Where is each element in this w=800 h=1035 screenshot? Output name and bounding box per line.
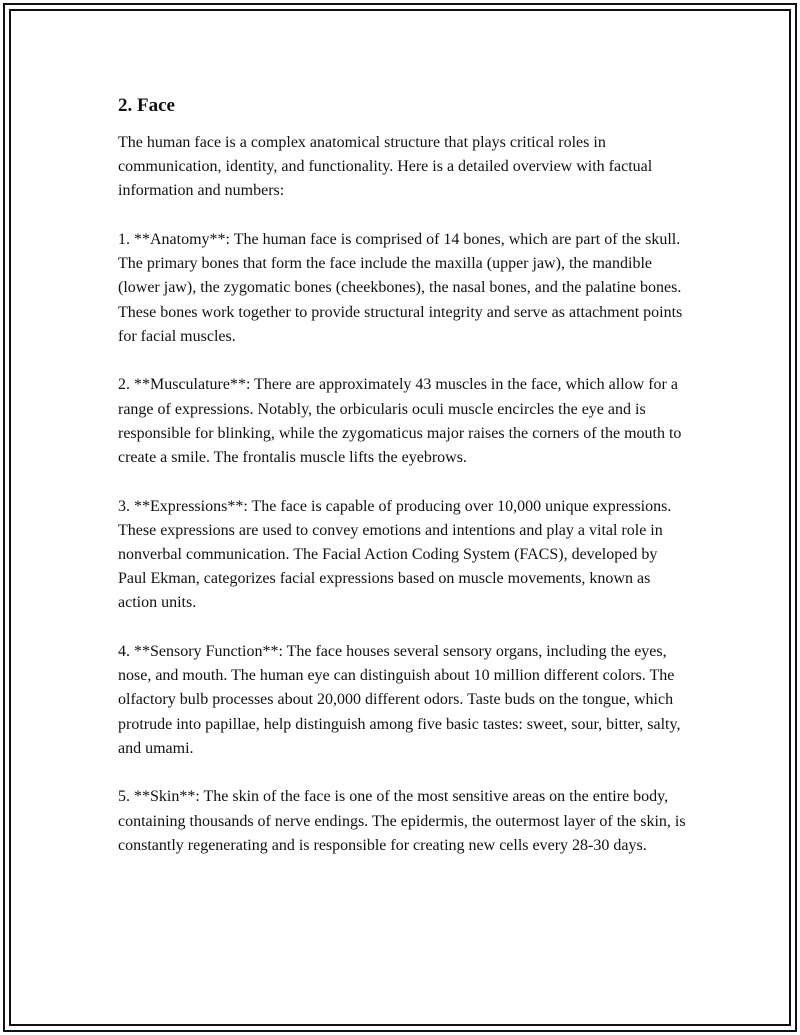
anatomy-paragraph: 1. **Anatomy**: The human face is comprised of 14 bones, which are part of the skull. The primary bones that form the face include the maxilla (upper jaw), the mandible (lower jaw), the zygomatic bones (cheekbones), the nasal bones, and the palatine bones. These bones work together to provide structural integrity and serve as attachment points for facial muscles. [118, 231, 683, 345]
musculature-paragraph: 2. **Musculature**: There are approximately 43 muscles in the face, which allow for a range of expressions. Notably, the orbicularis oculi muscle encircles the eye and is responsible for blinking, while the zygomaticus major raises the corners of the mouth to create a smile. The frontalis muscle lifts the eyebrows. [118, 376, 682, 467]
document-body [118, 94, 688, 882]
expressions-paragraph: 3. **Expressions**: The face is capable of producing over 10,000 unique expressions. These expressions are used to convey emotions and intentions and play a vital role in nonverbal communication. The Facial Action Coding System (FACS), developed by Paul Ekman, categorizes facial expressions based on muscle movements, known as action units. [118, 497, 672, 612]
section-heading: 2. Face [118, 95, 175, 116]
skin-paragraph: 5. **Skin**: The skin of the face is one of the most sensitive areas on the entire body, containing thousands of nerve endings. The epidermis, the outermost layer of the skin, is constantly regenerating and is responsible for creating new cells every 28-30 days. [118, 788, 686, 854]
sensory-function-paragraph: 4. **Sensory Function**: The face houses several sensory organs, including the eyes, nose, and mouth. The human eye can distinguish about 10 million different colors. The olfactory bulb processes about 20,000 different odors. Taste buds on the tongue, which protrude into papillae, help distinguish among five basic tastes: sweet, sour, bitter, salty, and umami. [118, 643, 681, 757]
intro-paragraph: The human face is a complex anatomical structure that plays critical roles in communication, identity, and functionality. Here is a detailed overview with factual information and numbers: [118, 134, 653, 200]
